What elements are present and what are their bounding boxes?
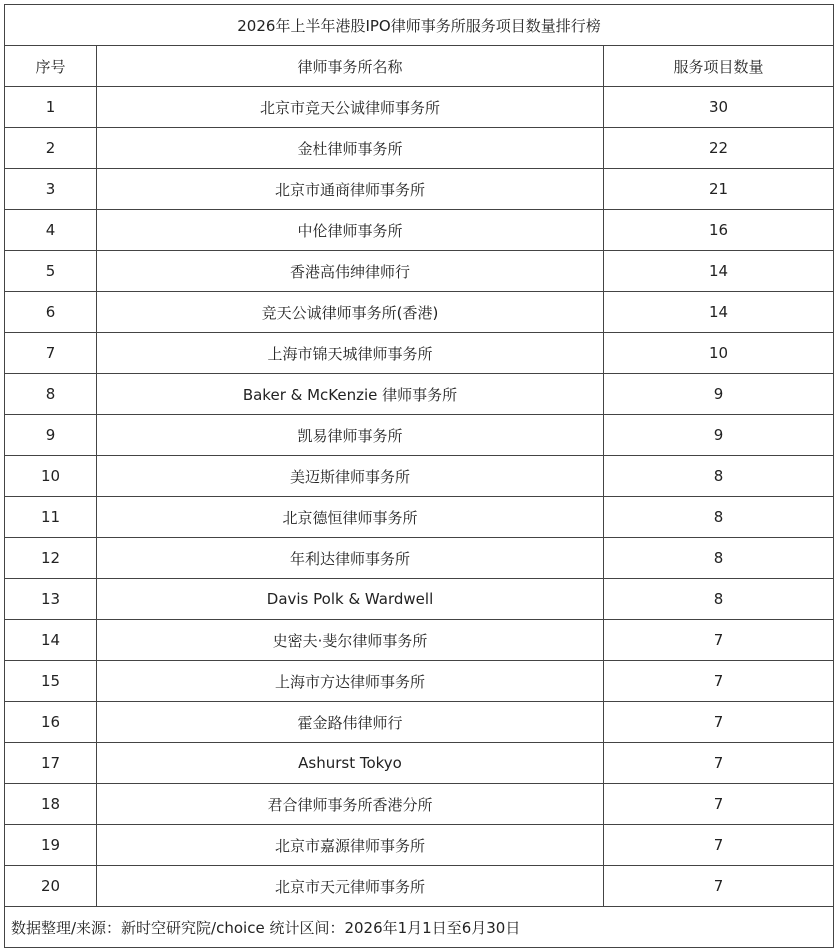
firm-name-cell: 美迈斯律师事务所: [97, 456, 604, 497]
project-count-cell: 7: [604, 784, 834, 825]
rank-cell: 15: [5, 661, 97, 702]
table-row: [5, 251, 834, 292]
rank-cell: 3: [5, 169, 97, 210]
firm-name-cell: 霍金路伟律师行: [97, 702, 604, 743]
project-count-cell: 7: [604, 866, 834, 907]
rank-cell: 20: [5, 866, 97, 907]
rank-cell: 18: [5, 784, 97, 825]
rank-cell: 12: [5, 538, 97, 579]
title-row: [5, 5, 834, 46]
rank-cell: 19: [5, 825, 97, 866]
firm-name-cell: 君合律师事务所香港分所: [97, 784, 604, 825]
rank-cell: 10: [5, 456, 97, 497]
firm-name-cell: Ashurst Tokyo: [97, 743, 604, 784]
table-row: [5, 456, 834, 497]
firm-name-cell: 竞天公诚律师事务所(香港): [97, 292, 604, 333]
table-row: [5, 661, 834, 702]
table-row: [5, 825, 834, 866]
firm-name-cell: 中伦律师事务所: [97, 210, 604, 251]
rank-cell: 5: [5, 251, 97, 292]
firm-name-cell: 史密夫·斐尔律师事务所: [97, 620, 604, 661]
firm-name-cell: 北京市竞天公诚律师事务所: [97, 87, 604, 128]
rank-cell: 7: [5, 333, 97, 374]
project-count-cell: 22: [604, 128, 834, 169]
project-count-cell: 14: [604, 251, 834, 292]
table-row: [5, 620, 834, 661]
rank-cell: 4: [5, 210, 97, 251]
table-row: [5, 784, 834, 825]
table-body: [5, 87, 834, 907]
table-row: [5, 87, 834, 128]
table-row: [5, 210, 834, 251]
rank-cell: 6: [5, 292, 97, 333]
table-row: [5, 333, 834, 374]
firm-name-cell: 金杜律师事务所: [97, 128, 604, 169]
project-count-cell: 7: [604, 825, 834, 866]
table-row: [5, 866, 834, 907]
rank-cell: 14: [5, 620, 97, 661]
project-count-cell: 7: [604, 743, 834, 784]
firm-name-cell: 年利达律师事务所: [97, 538, 604, 579]
project-count-cell: 7: [604, 661, 834, 702]
firm-name-cell: 北京德恒律师事务所: [97, 497, 604, 538]
project-count-cell: 8: [604, 497, 834, 538]
project-count-cell: 16: [604, 210, 834, 251]
rank-cell: 13: [5, 579, 97, 620]
rank-cell: 11: [5, 497, 97, 538]
project-count-cell: 9: [604, 374, 834, 415]
table-row: [5, 169, 834, 210]
table-row: [5, 128, 834, 169]
firm-name-cell: 北京市嘉源律师事务所: [97, 825, 604, 866]
firm-name-cell: 北京市天元律师事务所: [97, 866, 604, 907]
column-header-firm-name: 律师事务所名称: [97, 46, 604, 87]
rank-cell: 17: [5, 743, 97, 784]
project-count-cell: 10: [604, 333, 834, 374]
firm-name-cell: 香港高伟绅律师行: [97, 251, 604, 292]
table-row: [5, 497, 834, 538]
rank-cell: 16: [5, 702, 97, 743]
column-header-rank: 序号: [5, 46, 97, 87]
table-title: 2026年上半年港股IPO律师事务所服务项目数量排行榜: [5, 5, 834, 46]
project-count-cell: 14: [604, 292, 834, 333]
source-note: 数据整理/来源：新时空研究院/choice 统计区间：2026年1月1日至6月30日: [5, 907, 834, 948]
firm-name-cell: 上海市锦天城律师事务所: [97, 333, 604, 374]
project-count-cell: 7: [604, 620, 834, 661]
project-count-cell: 7: [604, 702, 834, 743]
project-count-cell: 9: [604, 415, 834, 456]
ranking-table: [4, 4, 834, 948]
table-row: [5, 743, 834, 784]
project-count-cell: 30: [604, 87, 834, 128]
table-row: [5, 374, 834, 415]
table-row: [5, 702, 834, 743]
table-row: [5, 538, 834, 579]
header-row: [5, 46, 834, 87]
footer-row: [5, 907, 834, 948]
rank-cell: 9: [5, 415, 97, 456]
column-header-project-count: 服务项目数量: [604, 46, 834, 87]
table-row: [5, 579, 834, 620]
firm-name-cell: Baker & McKenzie 律师事务所: [97, 374, 604, 415]
project-count-cell: 8: [604, 538, 834, 579]
firm-name-cell: 凯易律师事务所: [97, 415, 604, 456]
project-count-cell: 8: [604, 579, 834, 620]
project-count-cell: 21: [604, 169, 834, 210]
table-row: [5, 292, 834, 333]
rank-cell: 1: [5, 87, 97, 128]
rank-cell: 2: [5, 128, 97, 169]
firm-name-cell: Davis Polk & Wardwell: [97, 579, 604, 620]
rank-cell: 8: [5, 374, 97, 415]
project-count-cell: 8: [604, 456, 834, 497]
firm-name-cell: 上海市方达律师事务所: [97, 661, 604, 702]
table-row: [5, 415, 834, 456]
firm-name-cell: 北京市通商律师事务所: [97, 169, 604, 210]
